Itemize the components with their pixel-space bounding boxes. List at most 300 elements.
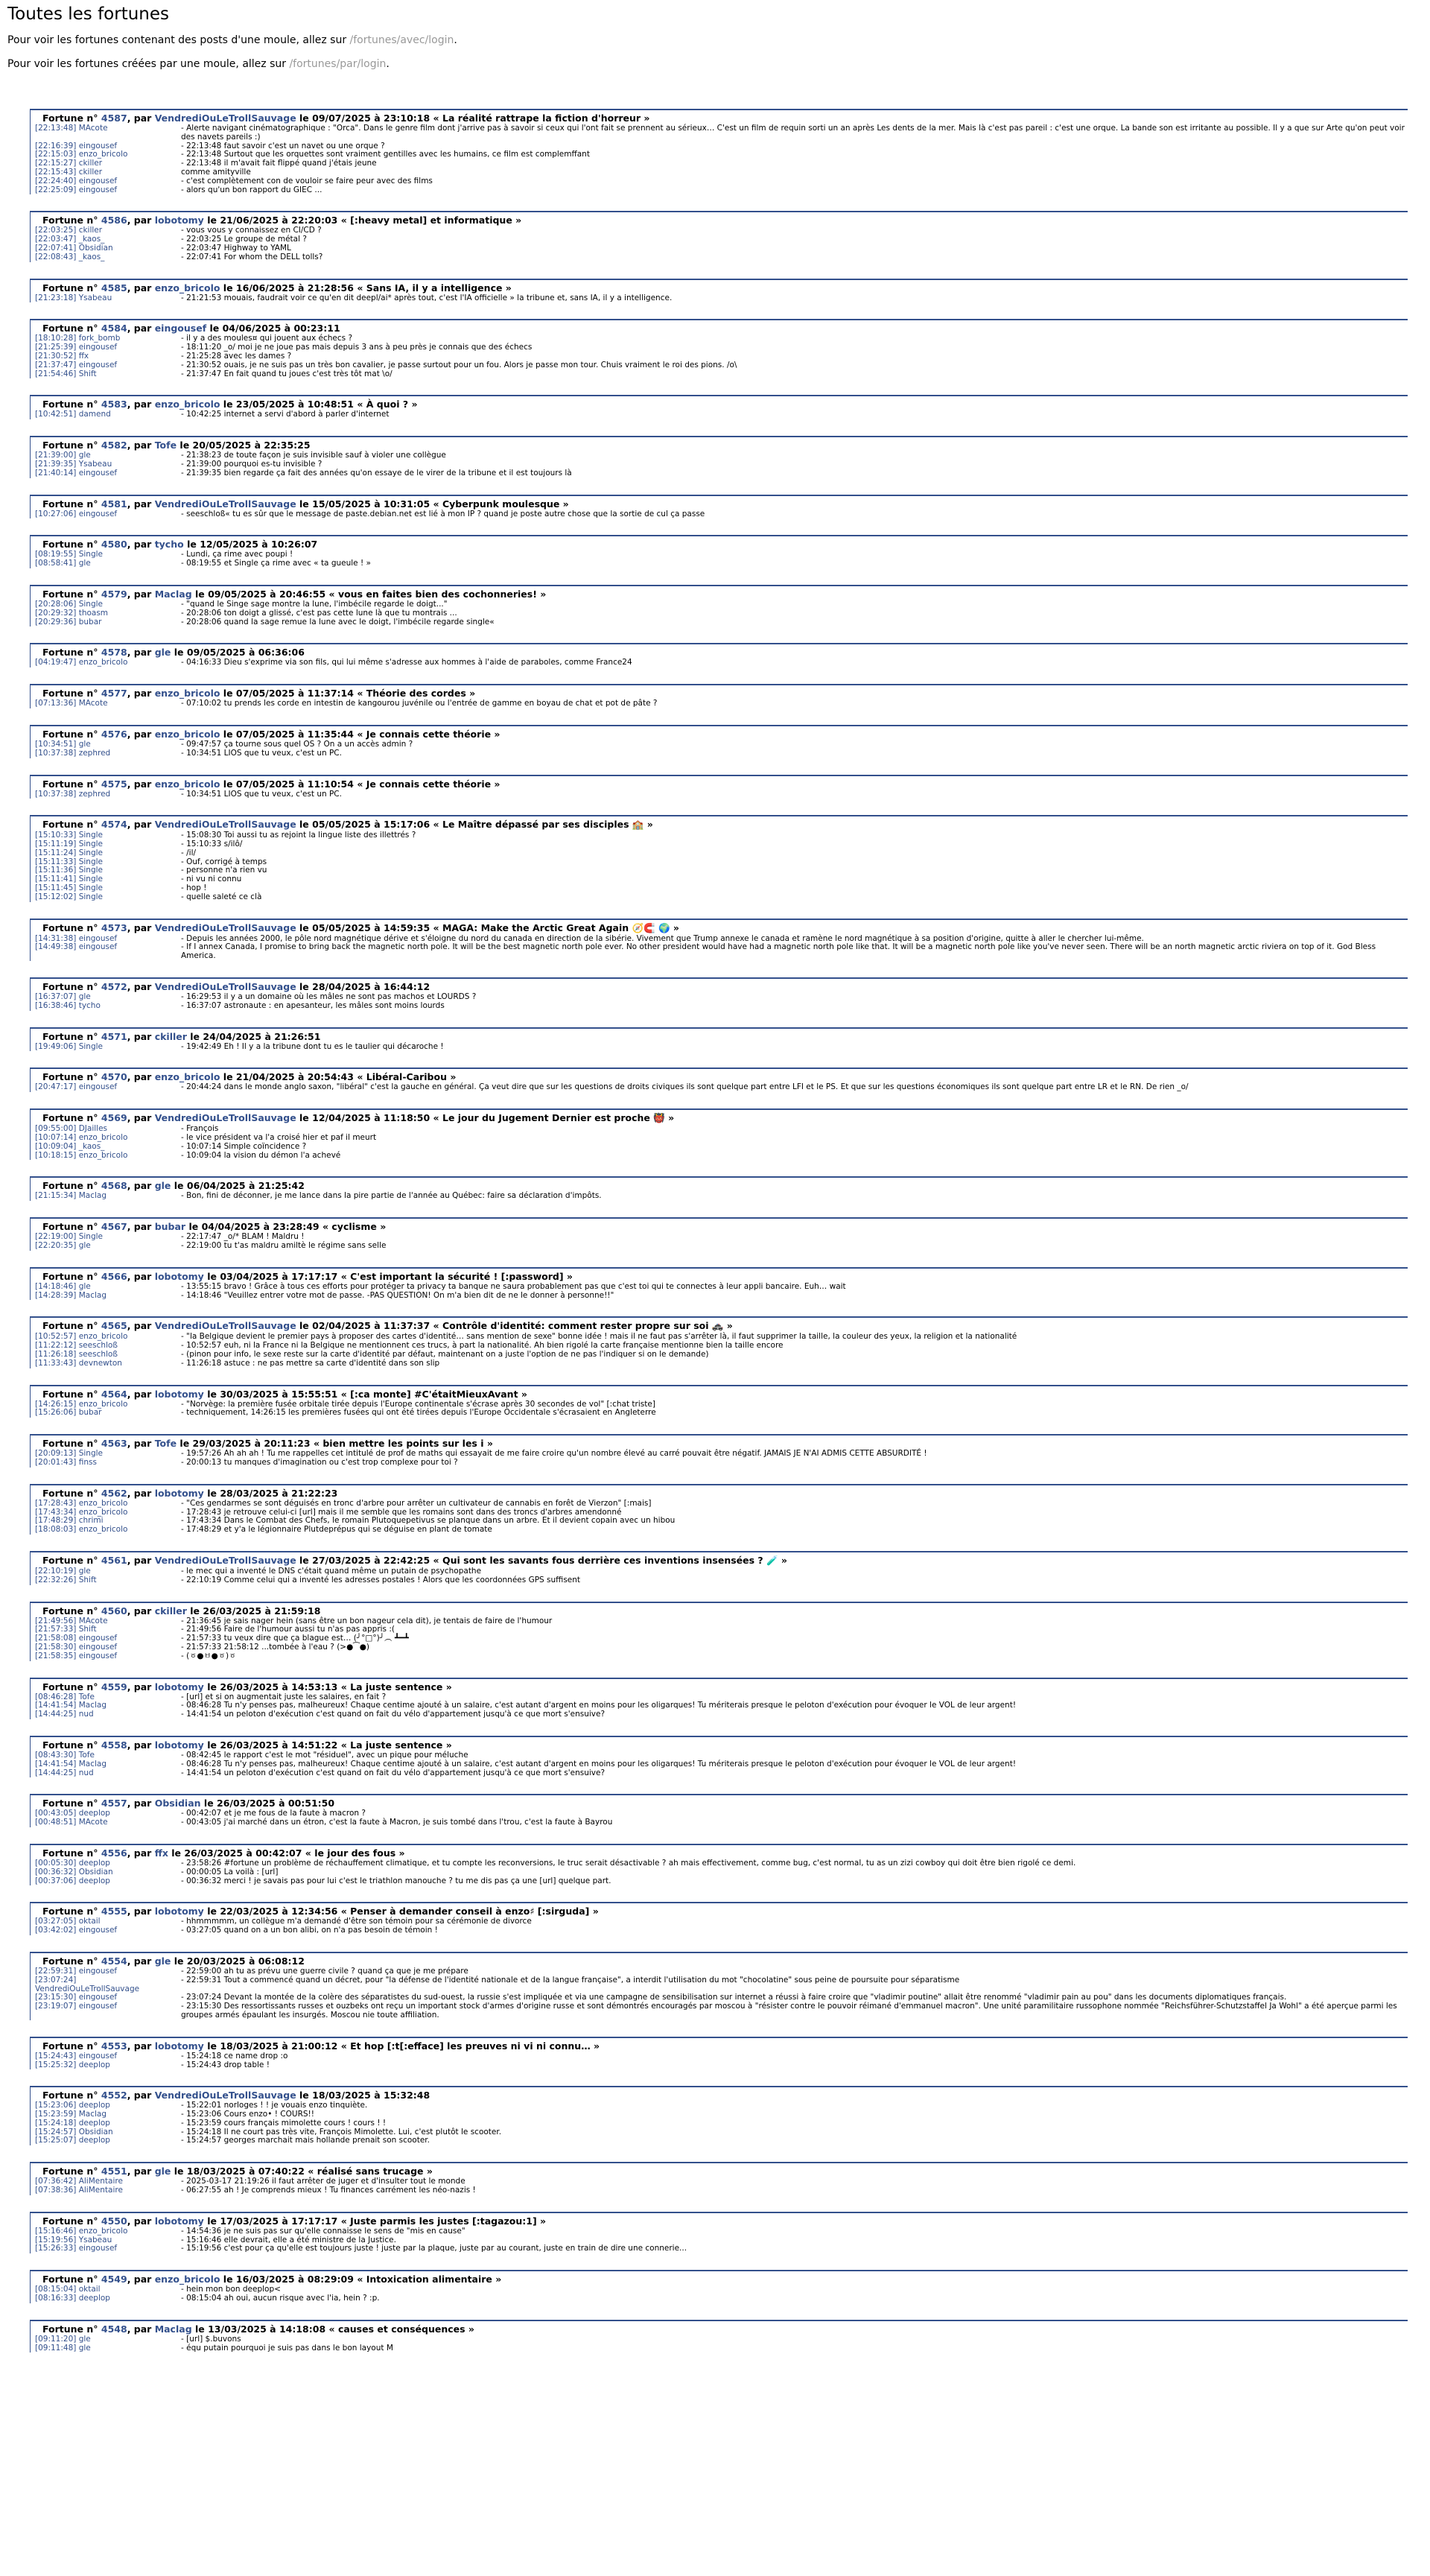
post-timestamp[interactable]: [20:01:43] bbox=[35, 1458, 77, 1467]
post-timestamp[interactable]: [22:03:47] bbox=[35, 235, 77, 244]
post-timestamp[interactable]: [10:34:51] bbox=[35, 739, 77, 749]
fortune-author-link[interactable]: bubar bbox=[154, 1221, 186, 1233]
post-timestamp[interactable]: [16:38:46] bbox=[35, 1000, 77, 1010]
post-login[interactable]: eingousef bbox=[78, 1642, 118, 1652]
fortune-author-link[interactable]: ckiller bbox=[154, 1030, 187, 1042]
post-login[interactable]: enzo_bricolo bbox=[78, 1133, 128, 1143]
fortune-author-link[interactable]: Tofe bbox=[154, 1438, 177, 1450]
post-login[interactable]: eingousef bbox=[78, 185, 118, 194]
post-timestamp[interactable]: [00:05:30] bbox=[35, 1858, 77, 1868]
post-timestamp[interactable]: [23:07:24] bbox=[35, 1975, 77, 1985]
post-timestamp[interactable]: [21:39:00] bbox=[35, 451, 77, 460]
post-timestamp[interactable]: [07:38:36] bbox=[35, 2186, 77, 2195]
post-login[interactable]: Maclag bbox=[78, 1701, 107, 1710]
post-timestamp[interactable]: [15:26:06] bbox=[35, 1408, 77, 1418]
fortune-number-link[interactable]: 4586 bbox=[101, 215, 127, 226]
post-login[interactable]: nud bbox=[78, 1710, 94, 1719]
post-timestamp[interactable]: [10:09:04] bbox=[35, 1141, 77, 1151]
post-login[interactable]: tycho bbox=[78, 1000, 101, 1010]
post-login[interactable]: bubar bbox=[78, 1408, 102, 1418]
fortune-author-link[interactable]: VendrediOuLeTrollSauvage bbox=[154, 498, 296, 510]
post-login[interactable]: Single bbox=[78, 599, 103, 609]
post-login[interactable]: Maclag bbox=[78, 1290, 107, 1300]
post-timestamp[interactable]: [00:43:05] bbox=[35, 1809, 77, 1818]
fortune-author-link[interactable]: VendrediOuLeTrollSauvage bbox=[154, 981, 296, 993]
post-login[interactable]: Single bbox=[78, 848, 103, 857]
fortune-number-link[interactable]: 4562 bbox=[101, 1487, 127, 1499]
post-timestamp[interactable]: [22:07:41] bbox=[35, 243, 77, 253]
post-login[interactable]: AliMentaire bbox=[78, 2186, 123, 2195]
post-timestamp[interactable]: [23:19:07] bbox=[35, 2002, 77, 2011]
post-timestamp[interactable]: [09:55:00] bbox=[35, 1124, 77, 1134]
post-timestamp[interactable]: [20:09:13] bbox=[35, 1449, 77, 1459]
post-login[interactable]: devnewton bbox=[78, 1358, 122, 1368]
post-login[interactable]: eingousef bbox=[78, 1082, 118, 1092]
fortune-number-link[interactable]: 4548 bbox=[101, 2323, 127, 2335]
post-login[interactable]: DJailles bbox=[78, 1124, 108, 1134]
post-timestamp[interactable]: [15:24:43] bbox=[35, 2051, 77, 2061]
post-timestamp[interactable]: [09:11:20] bbox=[35, 2334, 77, 2344]
post-login[interactable]: eingousef bbox=[78, 2051, 118, 2061]
post-login[interactable]: Single bbox=[78, 866, 103, 875]
post-timestamp[interactable]: [22:59:31] bbox=[35, 1966, 77, 1976]
post-timestamp[interactable]: [15:11:24] bbox=[35, 848, 77, 857]
post-timestamp[interactable]: [14:49:38] bbox=[35, 942, 77, 952]
post-timestamp[interactable]: [11:26:18] bbox=[35, 1350, 77, 1360]
fortune-author-link[interactable]: VendrediOuLeTrollSauvage bbox=[154, 921, 296, 933]
post-login[interactable]: enzo_bricolo bbox=[78, 1525, 128, 1535]
post-timestamp[interactable]: [22:10:19] bbox=[35, 1566, 77, 1576]
post-login[interactable]: Maclag bbox=[78, 1759, 107, 1768]
post-timestamp[interactable]: [22:15:43] bbox=[35, 167, 77, 177]
post-timestamp[interactable]: [07:13:36] bbox=[35, 699, 77, 708]
post-timestamp[interactable]: [14:41:54] bbox=[35, 1701, 77, 1710]
post-timestamp[interactable]: [03:42:02] bbox=[35, 1926, 77, 1935]
fortune-number-link[interactable]: 4587 bbox=[101, 112, 127, 124]
post-login[interactable]: Single bbox=[78, 883, 103, 893]
post-timestamp[interactable]: [14:28:39] bbox=[35, 1290, 77, 1300]
post-login[interactable]: MAcote bbox=[78, 1818, 108, 1827]
post-login[interactable]: gle bbox=[78, 992, 91, 1002]
post-login[interactable]: Single bbox=[78, 1041, 103, 1051]
post-timestamp[interactable]: [10:37:38] bbox=[35, 789, 77, 799]
fortune-author-link[interactable]: gle bbox=[154, 1180, 171, 1192]
post-timestamp[interactable]: [21:30:52] bbox=[35, 351, 77, 361]
fortune-number-link[interactable]: 4566 bbox=[101, 1270, 127, 1282]
fortune-author-link[interactable]: Maclag bbox=[154, 588, 192, 600]
post-login[interactable]: MAcote bbox=[78, 699, 108, 708]
post-login[interactable]: Single bbox=[78, 892, 103, 901]
post-login[interactable]: Shift bbox=[78, 1625, 97, 1634]
post-timestamp[interactable]: [21:58:30] bbox=[35, 1642, 77, 1652]
fortune-number-link[interactable]: 4569 bbox=[101, 1112, 127, 1124]
post-timestamp[interactable]: [14:41:54] bbox=[35, 1759, 77, 1768]
post-timestamp[interactable]: [22:13:48] bbox=[35, 124, 77, 133]
fortune-number-link[interactable]: 4575 bbox=[101, 778, 127, 790]
fortune-author-link[interactable]: lobotomy bbox=[154, 2040, 204, 2052]
post-timestamp[interactable]: [15:11:19] bbox=[35, 840, 77, 849]
post-login[interactable]: Ysabeau bbox=[78, 2235, 112, 2245]
fortune-number-link[interactable]: 4568 bbox=[101, 1180, 127, 1192]
post-login[interactable]: eingousef bbox=[78, 933, 118, 943]
fortune-author-link[interactable]: lobotomy bbox=[154, 2215, 204, 2227]
post-login[interactable]: ckiller bbox=[78, 226, 103, 235]
post-login[interactable]: gle bbox=[78, 1281, 91, 1291]
post-login[interactable]: enzo_bricolo bbox=[78, 1150, 128, 1160]
post-timestamp[interactable]: [15:19:56] bbox=[35, 2235, 77, 2245]
fortune-author-link[interactable]: Maclag bbox=[154, 2323, 192, 2335]
post-timestamp[interactable]: [20:29:32] bbox=[35, 608, 77, 618]
fortune-number-link[interactable]: 4553 bbox=[101, 2040, 127, 2052]
post-timestamp[interactable]: [16:37:07] bbox=[35, 992, 77, 1002]
post-timestamp[interactable]: [04:19:47] bbox=[35, 658, 77, 667]
fortune-number-link[interactable]: 4572 bbox=[101, 981, 127, 993]
post-login[interactable]: gle bbox=[78, 1241, 91, 1251]
post-login[interactable]: eingousef bbox=[78, 1926, 118, 1935]
post-login[interactable]: enzo_bricolo bbox=[78, 1332, 128, 1342]
post-timestamp[interactable]: [14:31:38] bbox=[35, 933, 77, 943]
fortune-number-link[interactable]: 4573 bbox=[101, 921, 127, 933]
post-timestamp[interactable]: [15:11:45] bbox=[35, 883, 77, 893]
post-timestamp[interactable]: [21:57:33] bbox=[35, 1625, 77, 1634]
post-timestamp[interactable]: [15:12:02] bbox=[35, 892, 77, 901]
post-timestamp[interactable]: [10:42:51] bbox=[35, 410, 77, 419]
post-timestamp[interactable]: [15:26:33] bbox=[35, 2244, 77, 2253]
post-login[interactable]: ffx bbox=[78, 351, 89, 361]
fortune-number-link[interactable]: 4582 bbox=[101, 440, 127, 451]
post-login[interactable]: bubar bbox=[78, 617, 102, 626]
post-timestamp[interactable]: [15:23:59] bbox=[35, 2110, 77, 2119]
fortune-author-link[interactable]: enzo_bricolo bbox=[154, 688, 220, 699]
post-timestamp[interactable]: [22:15:27] bbox=[35, 159, 77, 168]
post-timestamp[interactable]: [22:16:39] bbox=[35, 141, 77, 150]
post-timestamp[interactable]: [18:10:28] bbox=[35, 334, 77, 343]
post-timestamp[interactable]: [15:10:33] bbox=[35, 831, 77, 840]
post-login[interactable]: nud bbox=[78, 1768, 94, 1777]
post-timestamp[interactable]: [21:58:08] bbox=[35, 1634, 77, 1643]
link-fortunes-par-login[interactable]: /fortunes/par/login bbox=[289, 58, 387, 70]
post-timestamp[interactable]: [20:28:06] bbox=[35, 599, 77, 609]
post-timestamp[interactable]: [15:24:18] bbox=[35, 2118, 77, 2128]
post-timestamp[interactable]: [22:03:25] bbox=[35, 226, 77, 235]
post-login[interactable]: MAcote bbox=[78, 124, 108, 133]
post-timestamp[interactable]: [17:28:43] bbox=[35, 1498, 77, 1508]
post-timestamp[interactable]: [21:37:47] bbox=[35, 360, 77, 369]
post-login[interactable]: Shift bbox=[78, 369, 97, 378]
post-timestamp[interactable]: [15:16:46] bbox=[35, 2226, 77, 2236]
post-login[interactable]: Single bbox=[78, 831, 103, 840]
post-timestamp[interactable]: [08:46:28] bbox=[35, 1692, 77, 1701]
post-login[interactable]: Maclag bbox=[78, 2110, 107, 2119]
post-timestamp[interactable]: [14:44:25] bbox=[35, 1768, 77, 1777]
fortune-number-link[interactable]: 4549 bbox=[101, 2274, 127, 2285]
post-login[interactable]: seeschloß bbox=[78, 1341, 118, 1351]
fortune-author-link[interactable]: VendrediOuLeTrollSauvage bbox=[154, 1554, 296, 1566]
post-timestamp[interactable]: [03:27:05] bbox=[35, 1917, 77, 1926]
post-login[interactable]: zephred bbox=[78, 789, 111, 799]
post-timestamp[interactable]: [21:25:39] bbox=[35, 343, 77, 352]
post-timestamp[interactable]: [14:26:15] bbox=[35, 1399, 77, 1409]
post-login[interactable]: deeplop bbox=[78, 1858, 110, 1868]
post-login[interactable]: Single bbox=[78, 1232, 103, 1242]
fortune-number-link[interactable]: 4555 bbox=[101, 1906, 127, 1917]
post-login[interactable]: Single bbox=[78, 840, 103, 849]
post-login[interactable]: eingousef bbox=[78, 2244, 118, 2253]
fortune-author-link[interactable]: gle bbox=[154, 1955, 171, 1967]
post-timestamp[interactable]: [17:48:29] bbox=[35, 1516, 77, 1526]
fortune-author-link[interactable]: VendrediOuLeTrollSauvage bbox=[154, 2090, 296, 2101]
post-login[interactable]: enzo_bricolo bbox=[78, 2226, 128, 2236]
fortune-number-link[interactable]: 4563 bbox=[101, 1438, 127, 1450]
post-login[interactable]: oktail bbox=[78, 1917, 101, 1926]
fortune-author-link[interactable]: enzo_bricolo bbox=[154, 728, 220, 740]
post-timestamp[interactable]: [08:43:30] bbox=[35, 1750, 77, 1760]
fortune-author-link[interactable]: lobotomy bbox=[154, 1681, 204, 1693]
fortune-number-link[interactable]: 4585 bbox=[101, 282, 127, 294]
fortune-author-link[interactable]: lobotomy bbox=[154, 215, 204, 226]
post-login[interactable]: Ysabeau bbox=[78, 459, 112, 469]
fortune-author-link[interactable]: Obsidian bbox=[154, 1798, 201, 1809]
fortune-author-link[interactable]: gle bbox=[154, 647, 171, 659]
post-login[interactable]: enzo_bricolo bbox=[78, 150, 128, 159]
post-login[interactable]: deeplop bbox=[78, 2294, 110, 2303]
post-timestamp[interactable]: [21:23:18] bbox=[35, 293, 77, 302]
post-login[interactable]: eingousef bbox=[78, 343, 118, 352]
fortune-author-link[interactable]: enzo_bricolo bbox=[154, 399, 220, 410]
post-login[interactable]: Shift bbox=[78, 1575, 97, 1584]
post-timestamp[interactable]: [10:07:14] bbox=[35, 1133, 77, 1143]
post-login[interactable]: Tofe bbox=[78, 1750, 95, 1760]
post-timestamp[interactable]: [21:39:35] bbox=[35, 459, 77, 469]
fortune-number-link[interactable]: 4552 bbox=[101, 2090, 127, 2101]
post-login[interactable]: enzo_bricolo bbox=[78, 1507, 128, 1517]
post-login[interactable]: eingousef bbox=[78, 1634, 118, 1643]
fortune-author-link[interactable]: gle bbox=[154, 2166, 171, 2177]
post-login[interactable]: eingousef bbox=[78, 468, 118, 478]
fortune-author-link[interactable]: VendrediOuLeTrollSauvage bbox=[154, 1112, 296, 1124]
post-login[interactable]: gle bbox=[78, 739, 91, 749]
post-login[interactable]: Obsidian bbox=[78, 1867, 113, 1877]
fortune-number-link[interactable]: 4574 bbox=[101, 819, 127, 831]
post-login[interactable]: eingousef bbox=[78, 942, 118, 952]
post-timestamp[interactable]: [15:25:32] bbox=[35, 2060, 77, 2069]
post-login[interactable]: thoasm bbox=[78, 608, 109, 618]
fortune-number-link[interactable]: 4578 bbox=[101, 647, 127, 659]
post-timestamp[interactable]: [22:24:40] bbox=[35, 176, 77, 185]
post-login[interactable]: _kaos_ bbox=[78, 235, 105, 244]
post-timestamp[interactable]: [00:36:32] bbox=[35, 1867, 77, 1877]
post-login[interactable]: seeschloß bbox=[78, 1350, 118, 1360]
post-timestamp[interactable]: [14:18:46] bbox=[35, 1281, 77, 1291]
fortune-number-link[interactable]: 4577 bbox=[101, 688, 127, 699]
post-login[interactable]: enzo_bricolo bbox=[78, 1498, 128, 1508]
post-line bbox=[35, 1043, 1408, 1052]
fortune-author-link[interactable]: VendrediOuLeTrollSauvage bbox=[154, 112, 296, 124]
post-login[interactable]: Obsidian bbox=[78, 243, 113, 253]
fortune-number-link[interactable]: 4579 bbox=[101, 588, 127, 600]
post-login[interactable]: Single bbox=[78, 550, 103, 559]
post-login[interactable]: deeplop bbox=[78, 1809, 110, 1818]
post-timestamp[interactable]: [21:15:34] bbox=[35, 1191, 77, 1201]
post-timestamp[interactable]: [10:37:38] bbox=[35, 748, 77, 758]
post-timestamp[interactable]: [07:36:42] bbox=[35, 2177, 77, 2186]
post-login[interactable]: zephred bbox=[78, 748, 111, 758]
post-timestamp[interactable]: [20:29:36] bbox=[35, 617, 77, 626]
post-timestamp[interactable]: [17:43:34] bbox=[35, 1507, 77, 1517]
fortune-author-link[interactable]: eingousef bbox=[154, 323, 207, 334]
post-login[interactable]: enzo_bricolo bbox=[78, 1399, 128, 1409]
fortune-number-link[interactable]: 4556 bbox=[101, 1847, 127, 1859]
post-timestamp[interactable]: [19:49:06] bbox=[35, 1041, 77, 1051]
fortune-author-link[interactable]: enzo_bricolo bbox=[154, 282, 220, 294]
post-timestamp[interactable]: [22:15:03] bbox=[35, 150, 77, 159]
fortune-author-link[interactable]: tycho bbox=[154, 539, 184, 551]
fortune-number-link[interactable]: 4571 bbox=[101, 1030, 127, 1042]
post-login[interactable]: deeplop bbox=[78, 2060, 110, 2069]
post-timestamp[interactable]: [10:52:57] bbox=[35, 1332, 77, 1342]
post-login[interactable]: eingousef bbox=[78, 509, 118, 518]
post-timestamp[interactable]: [15:23:06] bbox=[35, 2101, 77, 2110]
post-login[interactable]: Ysabeau bbox=[78, 293, 112, 302]
post-login[interactable]: damend bbox=[78, 410, 111, 419]
post-login[interactable]: eingousef bbox=[78, 1966, 118, 1976]
post-timestamp[interactable]: [22:19:00] bbox=[35, 1232, 77, 1242]
post-timestamp[interactable]: [15:11:36] bbox=[35, 866, 77, 875]
post-login[interactable]: fork_bomb bbox=[78, 334, 121, 343]
post-timestamp[interactable]: [23:15:30] bbox=[35, 1993, 77, 2002]
fortune-number-link[interactable]: 4554 bbox=[101, 1955, 127, 1967]
fortune-number-link[interactable]: 4584 bbox=[101, 323, 127, 334]
post-login[interactable]: _kaos_ bbox=[78, 252, 105, 261]
fortune-number-link[interactable]: 4557 bbox=[101, 1798, 127, 1809]
post-timestamp[interactable]: [18:08:03] bbox=[35, 1525, 77, 1535]
post-login[interactable]: ckiller bbox=[78, 159, 103, 168]
post-timestamp[interactable]: [08:15:04] bbox=[35, 2285, 77, 2294]
fortune-number-link[interactable]: 4559 bbox=[101, 1681, 127, 1693]
post-login[interactable]: gle bbox=[78, 2334, 91, 2344]
fortune-author-link[interactable]: VendrediOuLeTrollSauvage bbox=[154, 819, 296, 831]
fortune-author-link[interactable]: ckiller bbox=[154, 1605, 187, 1617]
post-login[interactable]: Maclag bbox=[78, 1191, 107, 1201]
fortune-date: 06/04/2025 à 21:25:42 bbox=[186, 1180, 305, 1192]
post-timestamp[interactable]: [14:44:25] bbox=[35, 1710, 77, 1719]
post-login[interactable]: _kaos_ bbox=[78, 1141, 105, 1151]
post-timestamp[interactable]: [11:33:43] bbox=[35, 1358, 77, 1368]
post-timestamp[interactable]: [22:08:43] bbox=[35, 252, 77, 261]
post-login[interactable]: Single bbox=[78, 875, 103, 884]
fortune-author-link[interactable]: ffx bbox=[154, 1847, 168, 1859]
post-login[interactable]: gle bbox=[78, 2343, 91, 2353]
post-timestamp[interactable]: [20:47:17] bbox=[35, 1082, 77, 1092]
post-login[interactable]: MAcote bbox=[78, 1616, 108, 1625]
post-timestamp[interactable]: [00:37:06] bbox=[35, 1876, 77, 1885]
post-login[interactable]: Single bbox=[78, 857, 103, 866]
post-login[interactable]: eingousef bbox=[78, 360, 118, 369]
post-login[interactable]: gle bbox=[78, 559, 91, 568]
fortune-number-link[interactable]: 4550 bbox=[101, 2215, 127, 2227]
post-timestamp[interactable]: [10:27:06] bbox=[35, 509, 77, 518]
fortune-author-link[interactable]: enzo_bricolo bbox=[154, 1071, 220, 1083]
post-timestamp[interactable]: [21:58:35] bbox=[35, 1651, 77, 1660]
fortune-author-link[interactable]: lobotomy bbox=[154, 1739, 204, 1751]
post-login[interactable]: Obsidian bbox=[78, 2127, 113, 2136]
fortune-number-link[interactable]: 4564 bbox=[101, 1388, 127, 1400]
post-timestamp[interactable]: [21:54:46] bbox=[35, 369, 77, 378]
post-login[interactable]: eingousef bbox=[78, 141, 118, 150]
post-login[interactable]: AliMentaire bbox=[78, 2177, 123, 2186]
fortune-number-link[interactable]: 4561 bbox=[101, 1554, 127, 1566]
post-timestamp[interactable]: [21:40:14] bbox=[35, 468, 77, 478]
fortune-author-link[interactable]: lobotomy bbox=[154, 1270, 204, 1282]
fortune-author-link[interactable]: lobotomy bbox=[154, 1487, 204, 1499]
post-login[interactable]: eingousef bbox=[78, 176, 118, 185]
fortune-number-link[interactable]: 4570 bbox=[101, 1071, 127, 1083]
post-timestamp[interactable]: [15:11:41] bbox=[35, 875, 77, 884]
fortune-number-link[interactable]: 4581 bbox=[101, 498, 127, 510]
fortune-number-link[interactable]: 4583 bbox=[101, 399, 127, 410]
link-fortunes-avec-login[interactable]: /fortunes/avec/login bbox=[349, 34, 454, 46]
post-login[interactable]: deeplop bbox=[78, 2101, 110, 2110]
fortune-number-link[interactable]: 4560 bbox=[101, 1605, 127, 1617]
fortune-number-link[interactable]: 4567 bbox=[101, 1221, 127, 1233]
fortune-author-link[interactable]: lobotomy bbox=[154, 1388, 204, 1400]
fortune-author-link[interactable]: VendrediOuLeTrollSauvage bbox=[154, 1320, 296, 1332]
post-login[interactable]: finss bbox=[78, 1458, 97, 1467]
post-timestamp[interactable]: [15:11:33] bbox=[35, 857, 77, 866]
post-timestamp[interactable]: [10:18:15] bbox=[35, 1150, 77, 1160]
fortune-number-link[interactable]: 4551 bbox=[101, 2166, 127, 2177]
post-login[interactable]: deeplop bbox=[78, 1876, 110, 1885]
post-timestamp[interactable]: [22:32:26] bbox=[35, 1575, 77, 1584]
post-timestamp[interactable]: [22:25:09] bbox=[35, 185, 77, 194]
post-timestamp[interactable]: [11:22:12] bbox=[35, 1341, 77, 1351]
post-timestamp[interactable]: [08:16:33] bbox=[35, 2294, 77, 2303]
post-timestamp[interactable]: [15:24:57] bbox=[35, 2127, 77, 2136]
fortune-number-link[interactable]: 4565 bbox=[101, 1320, 127, 1332]
post-login[interactable]: enzo_bricolo bbox=[78, 658, 128, 667]
post-login[interactable]: gle bbox=[78, 1566, 91, 1576]
post-login[interactable]: deeplop bbox=[78, 2136, 110, 2145]
fortune-author-link[interactable]: enzo_bricolo bbox=[154, 778, 220, 790]
post-timestamp[interactable]: [21:49:56] bbox=[35, 1616, 77, 1625]
fortune-number-link[interactable]: 4580 bbox=[101, 539, 127, 551]
fortune-author-link[interactable]: enzo_bricolo bbox=[154, 2274, 220, 2285]
fortune-author-link[interactable]: lobotomy bbox=[154, 1906, 204, 1917]
post-login[interactable]: ckiller bbox=[78, 167, 103, 177]
post-timestamp[interactable]: [22:20:35] bbox=[35, 1241, 77, 1251]
post-timestamp[interactable]: [15:25:07] bbox=[35, 2136, 77, 2145]
fortune-number-link[interactable]: 4558 bbox=[101, 1739, 127, 1751]
post-login[interactable]: chrimi bbox=[78, 1516, 104, 1526]
post-timestamp[interactable]: [08:19:55] bbox=[35, 550, 77, 559]
fortune-author-link[interactable]: Tofe bbox=[154, 440, 177, 451]
post-login[interactable]: deeplop bbox=[78, 2118, 110, 2128]
post-login[interactable]: eingousef bbox=[78, 1993, 118, 2002]
post-login[interactable]: gle bbox=[78, 451, 91, 460]
post-login[interactable]: oktail bbox=[78, 2285, 101, 2294]
post-meta bbox=[35, 790, 181, 799]
post-timestamp[interactable]: [08:58:41] bbox=[35, 559, 77, 568]
post-timestamp[interactable]: [00:48:51] bbox=[35, 1818, 77, 1827]
post-login[interactable]: eingousef bbox=[78, 1651, 118, 1660]
post-login[interactable]: eingousef bbox=[78, 2002, 118, 2011]
post-login[interactable]: VendrediOuLeTrollSauvage bbox=[35, 1984, 140, 1993]
post-timestamp[interactable]: [09:11:48] bbox=[35, 2343, 77, 2353]
fortune-number-link[interactable]: 4576 bbox=[101, 728, 127, 740]
post-login[interactable]: Single bbox=[78, 1449, 103, 1459]
post-login[interactable]: Tofe bbox=[78, 1692, 95, 1701]
post-message: - seeschloß« tu es sûr que le message de paste.debian.net est lié à mon IP ? quand je poste autre chose que la sortie de cul ça passe bbox=[181, 509, 705, 518]
